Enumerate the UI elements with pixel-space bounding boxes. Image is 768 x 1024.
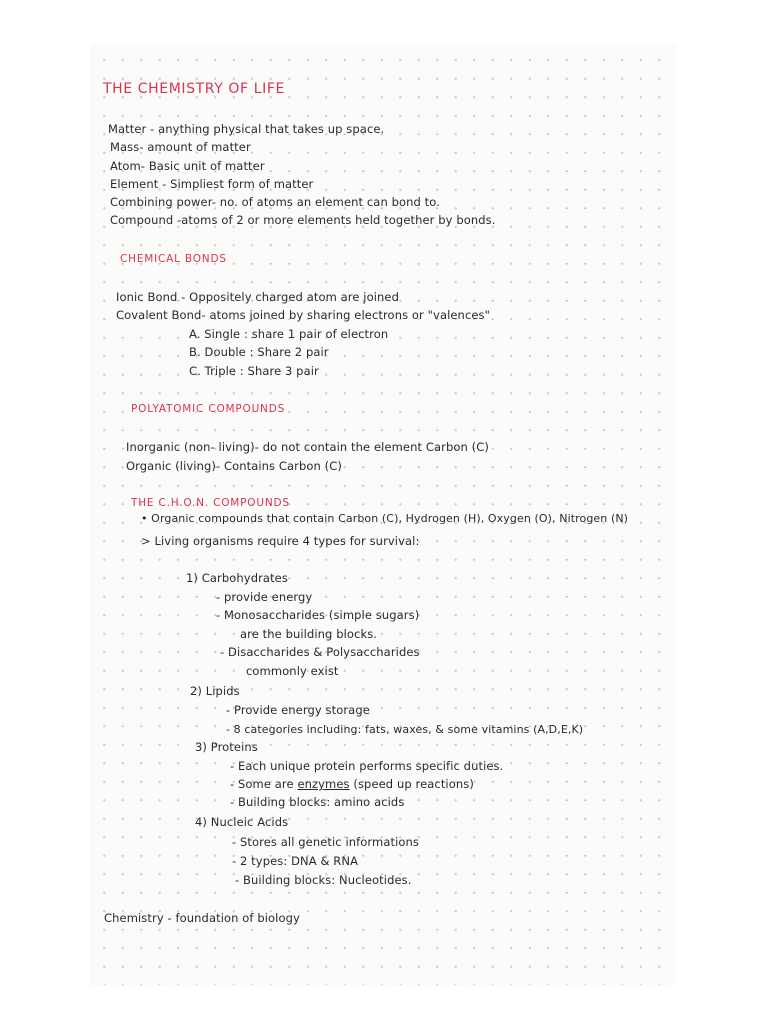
bond-type-single: A. Single : share 1 pair of electron — [189, 327, 389, 341]
proteins-label: 3) Proteins — [195, 740, 258, 754]
definition-compound: Compound -atoms of 2 or more elements held together by bonds. — [110, 213, 496, 227]
nucleic-acids-label: 4) Nucleic Acids — [195, 815, 289, 829]
section-heading-chon: THE C.H.O.N. COMPOUNDS — [131, 497, 290, 509]
carbohydrates-item-1: - provide energy — [216, 590, 313, 604]
section-heading-polyatomic: POLYATOMIC COMPOUNDS — [131, 403, 286, 415]
covalent-bond-line: Covalent Bond- atoms joined by sharing electrons or "valences" — [116, 308, 491, 322]
definition-atom: Atom- Basic unit of matter — [110, 159, 265, 173]
definition-matter: Matter - anything physical that takes up space. — [108, 122, 385, 136]
bond-type-triple: C. Triple : Share 3 pair — [189, 364, 319, 378]
proteins-item-1: - Each unique protein performs specific duties. — [230, 759, 504, 773]
proteins-item-2 — [230, 779, 474, 791]
definition-element: Element - Simpliest form of matter — [110, 177, 314, 191]
carbohydrates-label: 1) Carbohydrates — [186, 571, 288, 585]
section-heading-chemical-bonds: CHEMICAL BONDS — [120, 253, 227, 265]
definition-mass: Mass- amount of matter — [110, 140, 251, 154]
proteins-item-2-suffix: (speed up reactions) — [349, 777, 474, 791]
lipids-item-2: - 8 categories including: fats, waxes, & some vitamins (A,D,E,K) — [226, 723, 584, 736]
organic-line: Organic (living)- Contains Carbon (C) — [126, 459, 342, 473]
nucleic-item-3: - Building blocks: Nucleotides. — [235, 873, 412, 887]
definition-combining-power: Combining power- no. of atoms an element can bond to. — [110, 195, 440, 209]
ionic-bond-line: Ionic Bond - Oppositely charged atom are joined — [116, 290, 399, 304]
bond-type-double: B. Double : Share 2 pair — [189, 345, 329, 359]
proteins-item-3: - Building blocks: amino acids — [230, 795, 405, 809]
inorganic-line: Inorganic (non- living)- do not contain the element Carbon (C) — [126, 440, 489, 454]
carbohydrates-item-5: commonly exist — [246, 664, 339, 678]
carbohydrates-item-4: - Disaccharides & Polysaccharides — [220, 645, 420, 659]
footer-chemistry-line: Chemistry - foundation of biology — [104, 911, 300, 925]
enzymes-term: enzymes — [297, 777, 350, 791]
carbohydrates-item-3: are the building blocks. — [240, 627, 378, 641]
chon-arrow-line: > Living organisms require 4 types for survival: — [141, 534, 420, 548]
lipids-label: 2) Lipids — [190, 684, 240, 698]
chon-bullet-line: • Organic compounds that contain Carbon (C), Hydrogen (H), Oxygen (O), Nitrogen (N) — [141, 512, 629, 525]
lipids-item-1: - Provide energy storage — [226, 703, 370, 717]
proteins-item-2-prefix: - Some are — [230, 777, 298, 791]
carbohydrates-item-2: - Monosaccharides (simple sugars) — [216, 608, 420, 622]
page-title: THE CHEMISTRY OF LIFE — [103, 81, 285, 97]
nucleic-item-2: - 2 types: DNA & RNA — [232, 854, 359, 868]
nucleic-item-1: - Stores all genetic informations — [232, 835, 420, 849]
